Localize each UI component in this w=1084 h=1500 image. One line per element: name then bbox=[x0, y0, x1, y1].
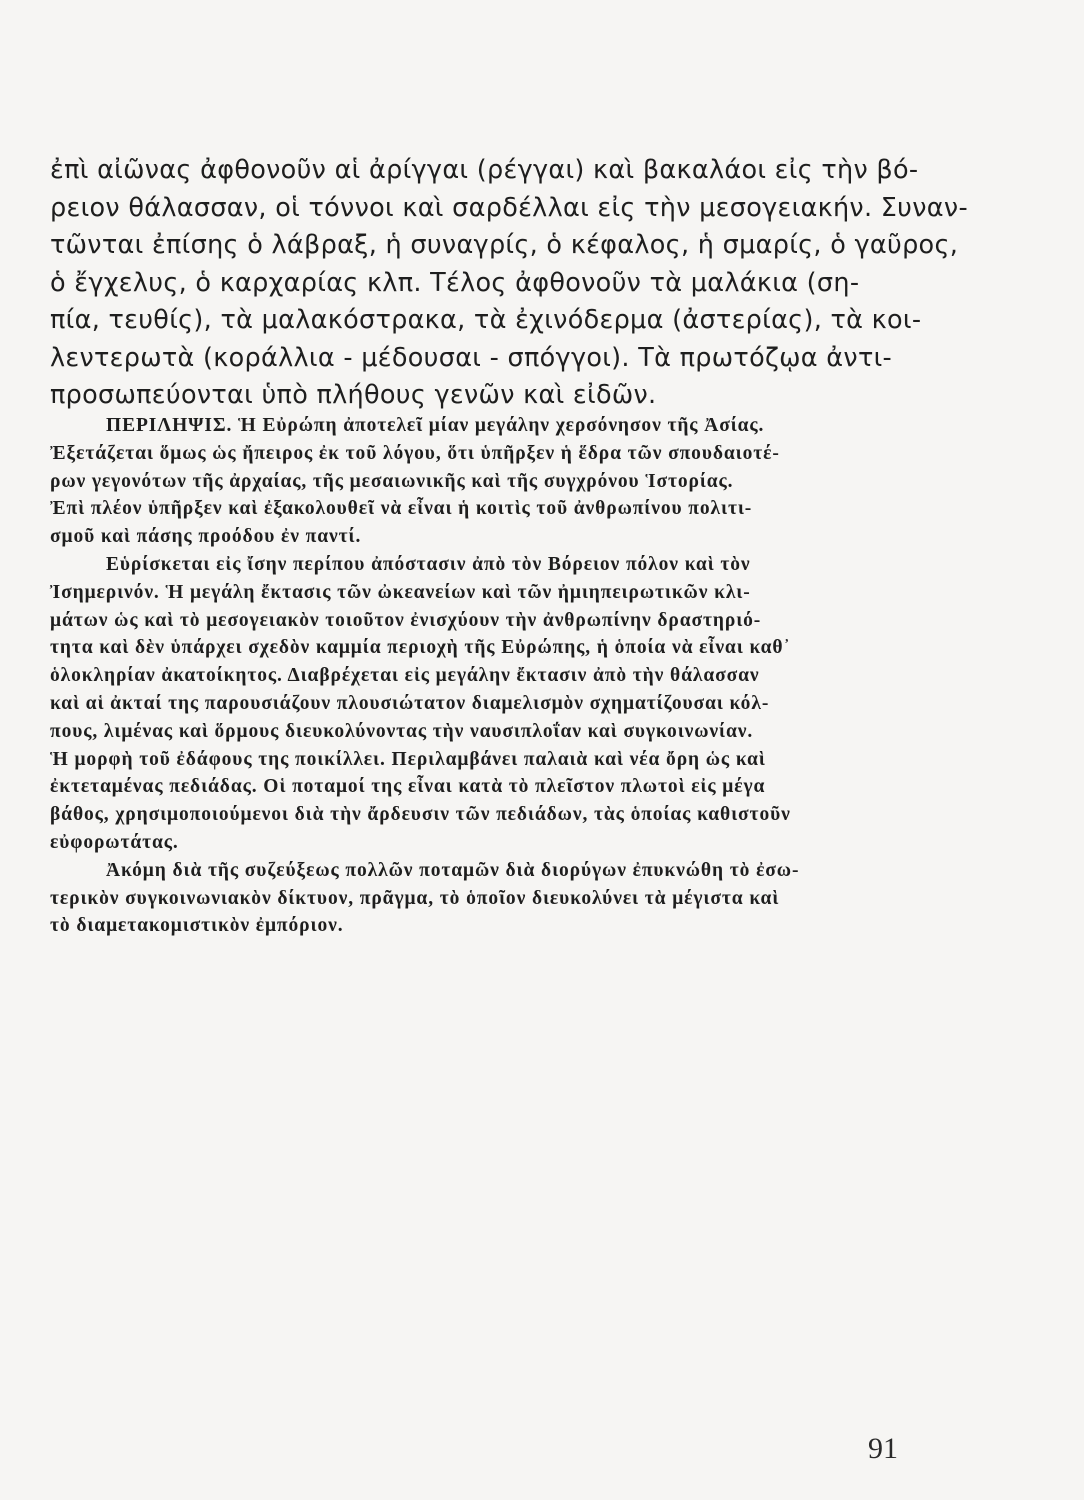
text-line: ρειον θάλασσαν, οἱ τόννοι καὶ σαρδέλλαι εἰς τὴν μεσογειακήν. Συναν- bbox=[50, 192, 968, 223]
text-line: Εὑρίσκεται εἰς ἴσην περίπου ἀπόστασιν ἀπὸ τὸν Βόρειον πόλον καὶ τὸν bbox=[106, 553, 751, 575]
text-line: μάτων ὡς καὶ τὸ μεσογειακὸν τοιοῦτον ἐνισχύουν τὴν ἀνθρωπίνην δραστηριό- bbox=[50, 609, 762, 631]
text-line: σμοῦ καὶ πάσης προόδου ἐν παντί. bbox=[50, 526, 362, 548]
text-line: ἐκτεταμένας πεδιάδας. Οἱ ποταμοί της εἶναι κατὰ τὸ πλεῖστον πλωτοὶ εἰς μέγα bbox=[50, 776, 766, 798]
page-number: 91 bbox=[868, 1432, 898, 1465]
text-line: πία, τευθίς), τὰ μαλακόστρακα, τὰ ἐχινόδερμα (ἀστερίας), τὰ κοι- bbox=[50, 305, 922, 335]
text-line: ἐπὶ αἰῶνας ἀφθονοῦν αἱ ἀρίγγαι (ρέγγαι) καὶ βακαλάοι εἰς τὴν βό- bbox=[50, 155, 919, 185]
text-line: ρων γεγονότων τῆς ἀρχαίας, τῆς μεσαιωνικῆς καὶ τῆς συγχρόνου Ἱστορίας. bbox=[50, 470, 734, 492]
text-line: προσωπεύονται ὑπὸ πλήθους γενῶν καὶ εἰδῶν. bbox=[50, 380, 657, 410]
greek-text-paragraph bbox=[50, 152, 968, 415]
text-line: τῶνται ἐπίσης ὁ λάβραξ, ἡ συναγρίς, ὁ κέφαλος, ἡ σμαρίς, ὁ γαῦρος, bbox=[50, 230, 959, 260]
summary-paragraph-1 bbox=[50, 412, 898, 551]
text-line: τὸ διαμετακομιστικὸν ἐμπόριον. bbox=[50, 915, 344, 937]
text-line: τητα καὶ δὲν ὑπάρχει σχεδὸν καμμία περιοχὴ τῆς Εὐρώπης, ἡ ὁποία νὰ εἶναι καθ᾽ bbox=[50, 637, 791, 659]
text-line: ὁ ἔγχελυς, ὁ καρχαρίας κλπ. Τέλος ἀφθονοῦν τὰ μαλάκια (ση- bbox=[50, 267, 860, 298]
text-line: Ἀκόμη διὰ τῆς συζεύξεως πολλῶν ποταμῶν διὰ διορύγων ἐπυκνώθη τὸ ἐσω- bbox=[106, 859, 800, 881]
text-line: καὶ αἱ ἀκταί της παρουσιάζουν πλουσιώτατον διαμελισμὸν σχηματίζουσαι κόλ- bbox=[50, 692, 770, 714]
text-line: Ἐπὶ πλέον ὑπῆρξεν καὶ ἐξακολουθεῖ νὰ εἶναι ἡ κοιτὶς τοῦ ἀνθρωπίνου πολιτι- bbox=[50, 498, 753, 520]
text-line: βάθος, χρησιμοποιούμενοι διὰ τὴν ἄρδευσιν τῶν πεδιάδων, τὰς ὁποίας καθιστοῦν bbox=[50, 804, 791, 826]
text-line: λεντερωτὰ (κοράλλια - μέδουσαι - σπόγγοι). Τὰ πρωτόζῳα ἀντι- bbox=[50, 342, 893, 373]
text-line: ΠΕΡΙΛΗΨΙΣ. Ἡ Εὐρώπη ἀποτελεῖ μίαν μεγάλην χερσόνησον τῆς Ἀσίας. bbox=[106, 415, 765, 436]
text-line: εὐφορωτάτας. bbox=[50, 831, 179, 853]
summary-paragraph-3 bbox=[50, 857, 898, 940]
text-line: Ἐξετάζεται ὅμως ὡς ἤπειρος ἐκ τοῦ λόγου, ὅτι ὑπῆρξεν ἡ ἕδρα τῶν σπουδαιοτέ- bbox=[50, 442, 780, 464]
text-line: ὁλοκληρίαν ἀκατοίκητος. Διαβρέχεται εἰς μεγάλην ἔκτασιν ἀπὸ τὴν θάλασσαν bbox=[50, 665, 760, 687]
summary-paragraph-2 bbox=[50, 551, 898, 857]
summary-section bbox=[50, 412, 898, 940]
text-line: Ἡ μορφὴ τοῦ ἐδάφους της ποικίλλει. Περιλαμβάνει παλαιὰ καὶ νέα ὄρη ὡς καὶ bbox=[50, 748, 766, 770]
text-line: τερικὸν συγκοινωνιακὸν δίκτυον, πρᾶγμα, τὸ ὁποῖον διευκολύνει τὰ μέγιστα καὶ bbox=[50, 887, 780, 909]
text-line: Ἰσημερινόν. Ἡ μεγάλη ἔκτασις τῶν ὠκεανείων καὶ τῶν ἠμιηπειρωτικῶν κλι- bbox=[50, 581, 751, 603]
text-line: πους, λιμένας καὶ ὅρμους διευκολύνοντας τὴν ναυσιπλοΐαν καὶ συγκοινωνίαν. bbox=[50, 720, 754, 742]
